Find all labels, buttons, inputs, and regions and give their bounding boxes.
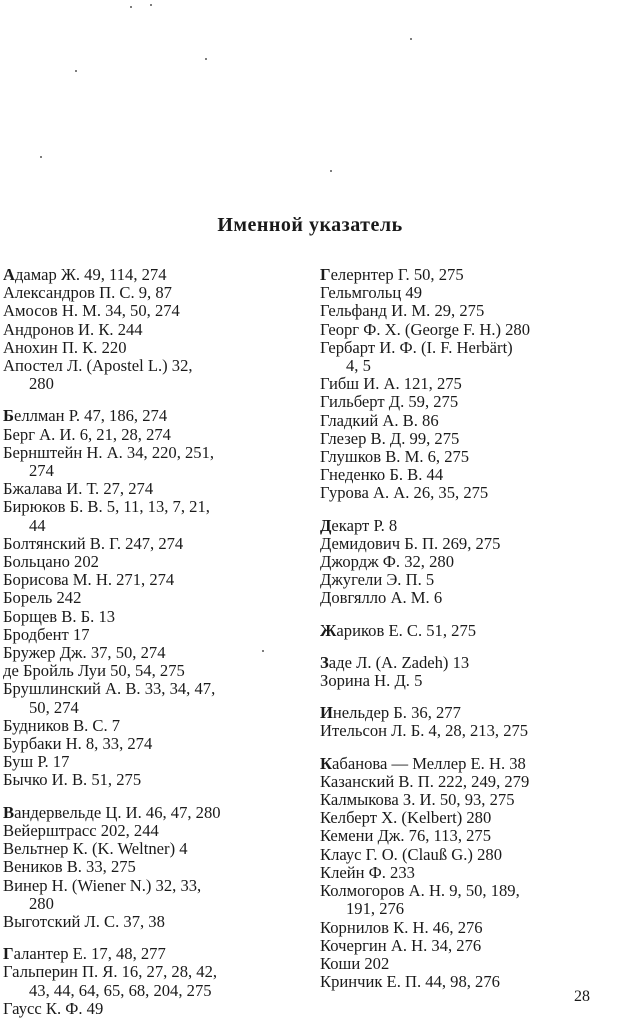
index-entry [3,858,281,876]
entry-line: Брушлинский А. В. 33, 34, 47, [3,679,216,699]
index-entry [320,937,616,955]
entry-line: Келберт Х. (Kelbert) 280 [320,808,492,828]
entry-line: Ительсон Л. Б. 4, 28, 213, 275 [320,721,529,741]
entry-line: Зорина Н. Д. 5 [320,671,423,691]
entry-line: Гальперин П. Я. 16, 27, 28, 42, [3,962,218,982]
entry-line: Колмогоров А. Н. 9, 50, 189, [320,881,520,901]
entry-line: Гибш И. А. 121, 275 [320,374,462,394]
entry-line: Амосов Н. М. 34, 50, 274 [3,301,180,321]
entry-line: Винер Н. (Wiener N.) 32, 33, [3,875,202,895]
index-entry [320,973,616,991]
index-entry [320,672,616,690]
index-entry [320,827,616,845]
entry-line: Адамар Ж. 49, 114, 274 [3,265,167,284]
entry-line: Бурбаки Н. 8, 33, 274 [3,734,153,754]
entry-line: Гербарт И. Ф. (I. F. Herbärt) [320,337,513,357]
index-entry [320,571,616,589]
index-entry [3,553,281,571]
entry-line: Казанский В. П. 222, 249, 279 [320,771,530,791]
index-entry [320,266,616,284]
print-speck [75,70,77,72]
entry-line: Берг А. И. 6, 21, 28, 274 [3,424,171,444]
index-entry [320,864,616,882]
index-entry [3,753,281,771]
entry-line: Борщев В. Б. 13 [3,606,116,626]
index-entry [3,771,281,789]
index-entry [3,498,281,534]
entry-line: Джордж Ф. 32, 280 [320,552,454,572]
index-entry [320,375,616,393]
index-entry [320,302,616,320]
index-entry [320,919,616,937]
entry-line: Больцано 202 [3,552,99,572]
index-entry [320,517,616,535]
index-entry [3,284,281,302]
print-speck [262,650,264,652]
entry-line: Буш Р. 17 [3,752,70,772]
index-entry [320,466,616,484]
index-entry [3,717,281,735]
index-entry [3,321,281,339]
index-entry [3,735,281,753]
entry-line: Клаус Г. О. (Clauß G.) 280 [320,844,502,864]
print-speck [330,170,332,172]
index-entry [3,877,281,913]
entry-line: Джугели Э. П. 5 [320,570,435,590]
entry-line: Корнилов К. Н. 46, 276 [320,917,483,937]
group-spacer [320,640,616,654]
index-entry [3,357,281,393]
group-spacer [3,931,281,945]
print-speck [130,6,132,8]
entry-line: Вельтнер К. (K. Weltner) 4 [3,839,188,859]
index-entry [3,535,281,553]
entry-line: Гельфанд И. М. 29, 275 [320,301,485,321]
entry-line: Глезер В. Д. 99, 275 [320,428,460,448]
entry-line: Георг Ф. Х. (George F. H.) 280 [320,319,531,339]
entry-continuation: 4, 5 [346,356,371,376]
group-spacer [320,608,616,622]
print-speck [150,4,152,6]
entry-line: Коши 202 [320,953,390,973]
index-entry [3,444,281,480]
entry-line: Гладкий А. В. 86 [320,410,439,430]
entry-line: Довгялло А. М. 6 [320,588,443,608]
index-entry [3,1000,281,1018]
entry-line: Бирюков Б. В. 5, 11, 13, 7, 21, [3,497,210,517]
entry-continuation: 274 [29,461,54,481]
entry-line: Бружер Дж. 37, 50, 274 [3,643,166,663]
entry-line: Веников В. 33, 275 [3,857,136,877]
entry-line: Анохин П. К. 220 [3,337,127,357]
index-entry [3,302,281,320]
index-entry [3,963,281,999]
entry-line: Глушков В. М. 6, 275 [320,447,470,467]
index-entry [320,430,616,448]
entry-line: Кемени Дж. 76, 113, 275 [320,826,492,846]
index-entry [3,608,281,626]
index-entry [3,680,281,716]
entry-line: Андронов И. К. 244 [3,319,143,339]
index-entry [3,945,281,963]
index-entry [320,284,616,302]
entry-line: Борисова М. Н. 271, 274 [3,570,175,590]
entry-line: Борель 242 [3,588,82,608]
entry-line: Беллман Р. 47, 186, 274 [3,406,168,426]
entry-line: Вандервельде Ц. И. 46, 47, 280 [3,802,221,822]
entry-line: Заде Л. (A. Zadeh) 13 [320,652,470,672]
print-speck [205,58,207,60]
index-entry [320,553,616,571]
index-entry [3,589,281,607]
index-entry [3,266,281,284]
index-entry [320,622,616,640]
index-entry [3,804,281,822]
entry-line: Александров П. С. 9, 87 [3,283,172,303]
entry-continuation: 191, 276 [346,899,405,919]
index-entry [3,407,281,425]
index-entry [320,755,616,773]
entry-line: Апостел Л. (Apostel L.) 32, [3,356,193,376]
index-entry [3,644,281,662]
entry-line: Инельдер Б. 36, 277 [320,703,461,723]
entry-line: Декарт Р. 8 [320,515,398,535]
index-entry [3,913,281,931]
index-entry [320,448,616,466]
entry-line: Выготский Л. С. 37, 38 [3,911,165,931]
index-entry [320,882,616,918]
index-title: Именной указатель [217,214,403,236]
index-column-left [3,266,281,1018]
index-entry [320,321,616,339]
index-entry [320,722,616,740]
index-entry [3,426,281,444]
entry-line: Гаусс К. Ф. 49 [3,998,104,1018]
index-entry [320,809,616,827]
index-entry [320,535,616,553]
index-entry [3,339,281,357]
index-entry [320,773,616,791]
entry-line: Гурова А. А. 26, 35, 275 [320,483,489,503]
group-spacer [320,503,616,517]
entry-continuation: 43, 44, 64, 65, 68, 204, 275 [29,980,212,1000]
group-spacer [3,790,281,804]
index-entry [320,589,616,607]
group-spacer [320,741,616,755]
entry-line: Будников В. С. 7 [3,715,121,735]
entry-line: Клейн Ф. 233 [320,862,415,882]
index-entry [3,480,281,498]
entry-continuation: 280 [29,374,54,394]
index-entry [3,840,281,858]
entry-line: Бычко И. В. 51, 275 [3,770,142,790]
entry-line: Болтянский В. Г. 247, 274 [3,533,184,553]
entry-line: Гельмгольц 49 [320,283,422,303]
index-entry [320,654,616,672]
index-entry [320,791,616,809]
entry-line: Кочергин А. Н. 34, 276 [320,935,482,955]
entry-continuation: 50, 274 [29,697,79,717]
index-entry [320,412,616,430]
entry-line: Гильберт Д. 59, 275 [320,392,459,412]
entry-line: Жариков Е. С. 51, 275 [320,620,477,640]
entry-line: Бжалава И. Т. 27, 274 [3,479,154,499]
entry-continuation: 280 [29,893,54,913]
index-entry [3,822,281,840]
entry-line: Калмыкова З. И. 50, 93, 275 [320,790,515,810]
index-entry [320,484,616,502]
index-entry [3,571,281,589]
page-number: 28 [574,988,590,1005]
entry-line: Демидович Б. П. 269, 275 [320,533,501,553]
entry-line: Бернштейн Н. А. 34, 220, 251, [3,442,215,462]
index-column-right [320,266,616,991]
entry-line: де Бройль Луи 50, 54, 275 [3,661,185,681]
entry-line: Гнеденко Б. В. 44 [320,465,444,485]
entry-line: Бродбент 17 [3,624,90,644]
print-speck [40,156,42,158]
index-entry [320,955,616,973]
index-entry [320,704,616,722]
index-entry [3,662,281,680]
entry-line: Вейерштрасс 202, 244 [3,820,159,840]
index-entry [320,393,616,411]
entry-line: Кринчик Е. П. 44, 98, 276 [320,972,500,992]
entry-continuation: 44 [29,515,46,535]
entry-line: Кабанова — Меллер Е. Н. 38 [320,753,526,773]
entry-line: Гелернтер Г. 50, 275 [320,265,464,284]
print-speck [410,38,412,40]
group-spacer [320,690,616,704]
index-entry [320,339,616,375]
index-entry [320,846,616,864]
index-entry [3,626,281,644]
group-spacer [3,393,281,407]
entry-line: Галантер Е. 17, 48, 277 [3,944,166,964]
